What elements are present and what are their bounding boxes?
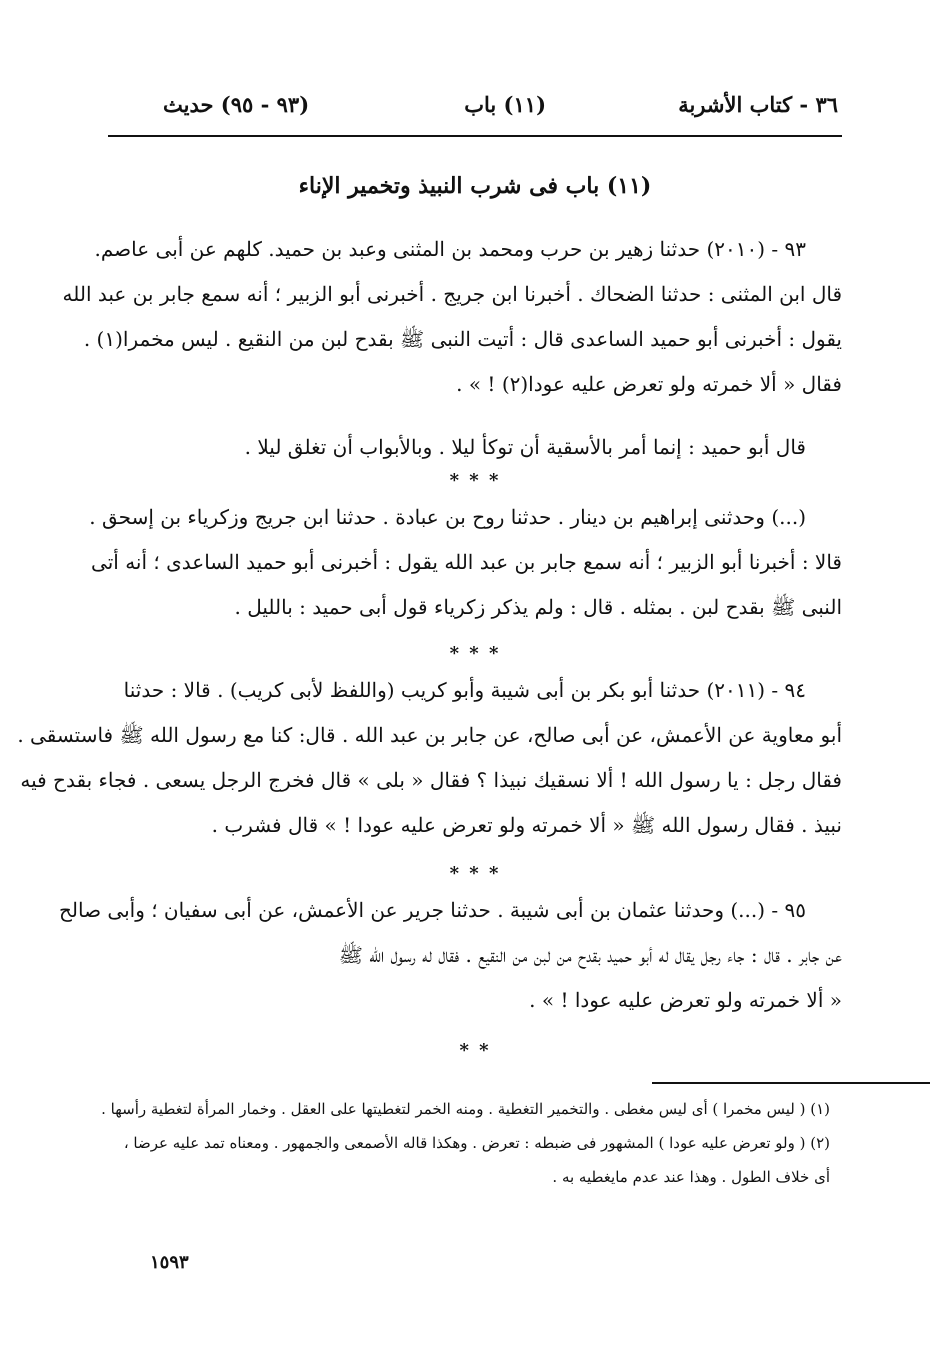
footnote-rule	[652, 1082, 930, 1084]
text-line: ٩٥ - (...) وحدثنا عثمان بن أبى شيبة . حدثنا جرير عن الأعمش، عن أبى سفيان ؛ وأبى صالح	[58, 898, 806, 922]
hadith-94	[17, 668, 842, 848]
text-line: قالا : أخبرنا أبو الزبير ؛ أنه سمع جابر بن عبد الله يقول : أخبرنى أبو حميد الساعدى ؛ أنه أتى	[91, 550, 842, 574]
header-book-title: ٣٦ - كتاب الأشربة	[678, 92, 838, 117]
separator: * *	[459, 1040, 491, 1061]
footnote-1: (١) ( ليس مخمرا ) أى ليس مغطى . والتخمير التغطية . ومنه الخمر لتغطيتها على العقل . وخمار المرأة لتغطية رأسها .	[101, 1100, 830, 1118]
text-line: فقال رجل : يا رسول الله ! ألا نسقيك نبيذا ؟ فقال « بلى » قال فخرج الرجل يسعى . فجاء بقدح فيه	[20, 768, 842, 792]
header-chapter: (١١) باب	[464, 92, 546, 117]
page-number: ١٥٩٣	[150, 1252, 189, 1273]
text-line: (...) وحدثنى إبراهيم بن دينار . حدثنا روح بن عبادة . حدثنا ابن جريج وزكرياء بن إسحق .	[89, 505, 806, 529]
abu-humaid-note	[108, 425, 842, 470]
separator: * * *	[449, 863, 501, 884]
text-line: قال أبو حميد : إنما أمر بالأسقية أن توكأ ليلا . وبالأبواب أن تغلق ليلا .	[244, 435, 806, 459]
text-line: قال ابن المثنى : حدثنا الضحاك . أخبرنا ابن جريج . أخبرنى أبو الزبير ؛ أنه سمع جابر بن عبد الله	[62, 282, 842, 306]
text-line: نبيذ . فقال رسول الله ﷺ « ألا خمرته ولو تعرض عليه عودا ! » قال فشرب .	[211, 813, 842, 837]
text-line: عن جابر . قال : جاء رجل يقال له أبو حميد بقدح من لبن من النقيع . فقال له رسول الله ﷺ	[338, 943, 842, 967]
hadith-95	[58, 888, 842, 1023]
header-rule	[108, 135, 842, 137]
separator: * * *	[449, 470, 501, 491]
header-hadith-range: (٩٣ - ٩٥) حديث	[163, 92, 310, 117]
text-line: ٩٤ - (٢٠١١) حدثنا أبو بكر بن أبى شيبة وأبو كريب (واللفظ لأبى كريب) . قالا : حدثنا	[123, 678, 806, 702]
separator: * * *	[449, 643, 501, 664]
text-line: يقول : أخبرنى أبو حميد الساعدى قال : أتيت النبى ﷺ بقدح لبن من النقيع . ليس مخمرا(١) .	[83, 327, 842, 351]
footnote-2: (٢) ( ولو تعرض عليه عودا ) المشهور فى ضبطه : تعرض . وهكذا قاله الأصمعى والجمهور . ومعناه تمد عليه عرضا ،	[123, 1134, 830, 1152]
text-line: فقال « ألا خمرته ولو تعرض عليه عودا(٢) ! » .	[456, 372, 842, 396]
hadith-93-chain	[89, 495, 842, 630]
text-line: أبو معاوية عن الأعمش، عن أبى صالح، عن جابر بن عبد الله . قال: كنا مع رسول الله ﷺ فاستسقى .	[17, 723, 842, 747]
text-line: « ألا خمرته ولو تعرض عليه عودا ! » .	[529, 988, 842, 1012]
text-line: النبى ﷺ بقدح لبن . بمثله . قال : ولم يذكر زكرياء قول أبى حميد : بالليل .	[234, 595, 842, 619]
footnote-2-continued: أى خلاف الطول . وهذا عند عدم مايغطيه به .	[552, 1168, 830, 1186]
chapter-title: (١١) باب فى شرب النبيذ وتخمير الإناء	[298, 173, 652, 199]
text-line: ٩٣ - (٢٠١٠) حدثنا زهير بن حرب ومحمد بن المثنى وعبد بن حميد. كلهم عن أبى عاصم.	[94, 237, 806, 261]
running-header	[108, 92, 838, 128]
hadith-93	[62, 227, 842, 407]
